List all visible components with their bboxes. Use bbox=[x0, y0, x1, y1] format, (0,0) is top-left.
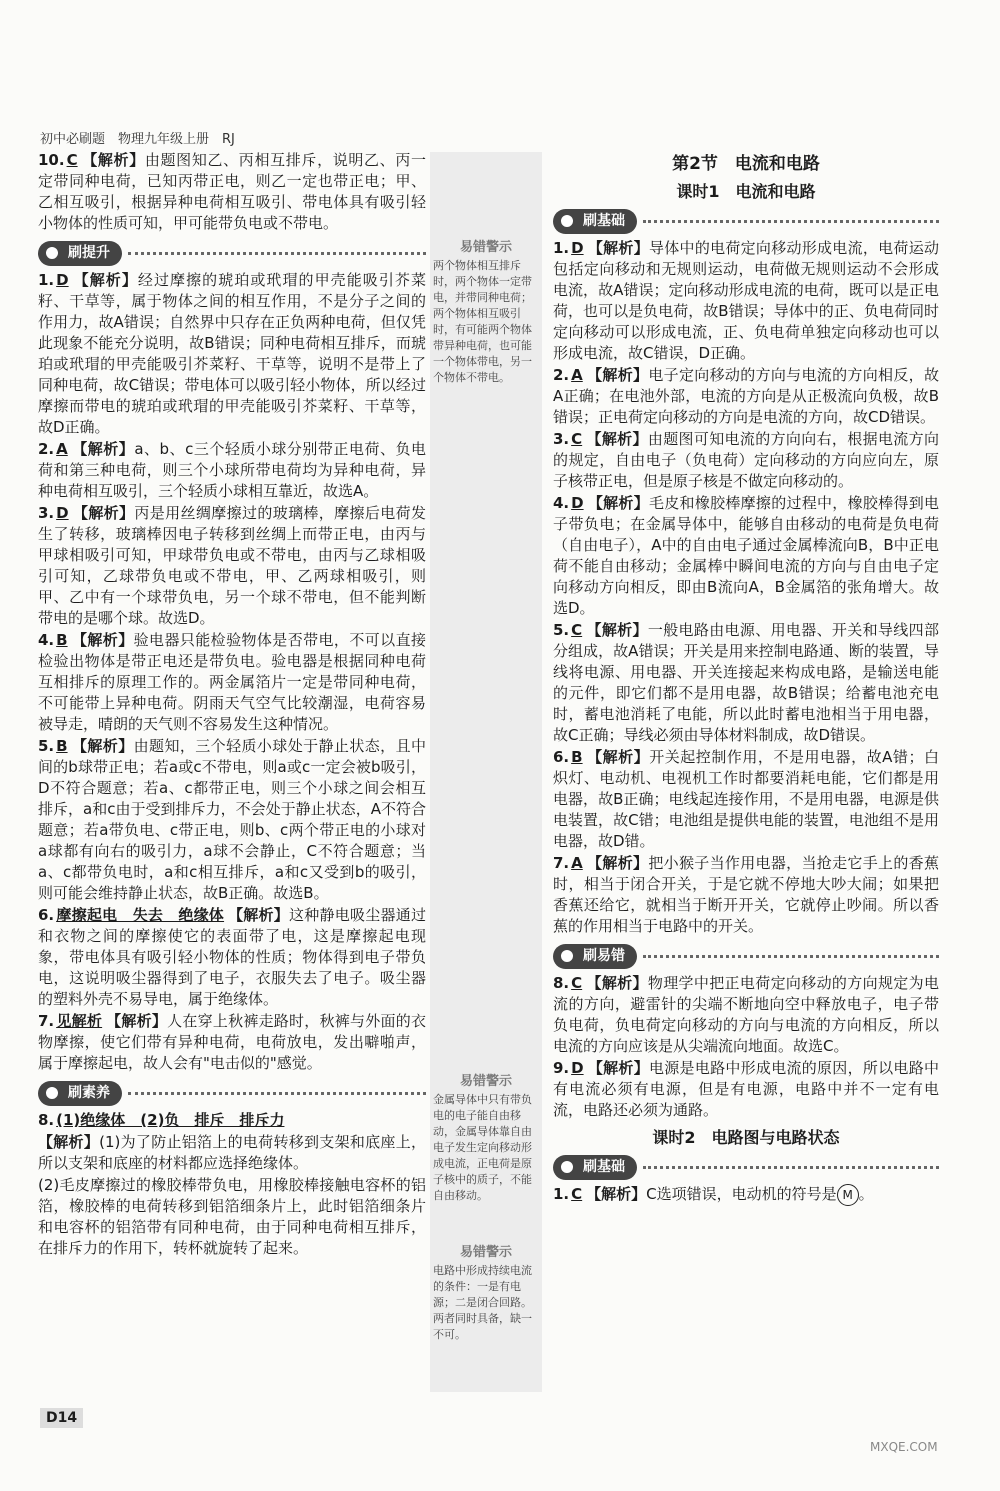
analysis-text: 物理学中把正电荷定向移动的方向规定为电流的方向，避雷针的尖端不断地向空中释放电子，电子带负电荷，负电荷定向移动的方向与电流的方向相反，所以电流的方向应该是从尖端流向地面。故选C。 bbox=[553, 974, 939, 1055]
analysis-text: 一般电路由电源、用电器、开关和导线四部分组成，故A错误；开关是用来控制电路通、断的装置，导线将电源、用电器、开关连接起来构成电路，是输送电能的元件，即它们都不是用电器，故B错误；给蓄电池充电时，蓄电池消耗了电能，所以此时蓄电池相当于用电器，故C正确；导线必须由导体材料制成，故D错误。 bbox=[553, 621, 939, 744]
analysis-text: 导体中的电荷定向移动形成电流，电荷运动包括定向移动和无规则运动，电荷做无规则运动不会形成电流，故A错误；定向移动形成电流的电荷，既可以是正电荷，也可以是负电荷，故B错误；导体中的正、负电荷同时定向移动可以形成电流，正、负电荷单独定向移动也可以形成电流，故C错误，D正确。 bbox=[553, 239, 939, 362]
question-number: 8. bbox=[553, 974, 570, 992]
analysis-text: 由题图可知电流的方向向右，根据电流方向的规定，自由电子（负电荷）定向移动的方向应向左，原子核带正电，但是原子核是不做定向移动的。 bbox=[553, 430, 939, 490]
question-number: 1. bbox=[38, 271, 55, 289]
answer-item bbox=[38, 736, 426, 904]
answer-item bbox=[38, 1175, 426, 1259]
answer-key: D bbox=[56, 504, 69, 522]
page-header: 初中必刷题 物理九年级上册 RJ bbox=[40, 132, 235, 147]
answer-item: 1. C 【解析】C选项错误，电动机的符号是 M 。 bbox=[553, 1184, 939, 1206]
answer-item bbox=[38, 270, 426, 438]
warning-box-2 bbox=[433, 1074, 539, 1204]
warning-text: 两个物体相互排斥时，两个物体一定带电，并带同种电荷；两个物体相互吸引时，有可能两个物体带异种电荷，也可能一个物体带电，另一个物体不带电。 bbox=[433, 259, 532, 384]
answer-item bbox=[553, 747, 939, 852]
answer-item bbox=[38, 1132, 426, 1174]
warning-heading: 易错警示 bbox=[459, 1074, 512, 1089]
analysis-text: 毛皮和橡胶棒摩擦的过程中，橡胶棒得到电子带负电；在金属导体中，能够自由移动的电荷是负电荷（自由电子），A中的自由电子通过金属棒流向B，B中正电荷不能自由移动；金属棒中瞬间电流的方向与自由电子定向移动方向相反，即由B流向A，B金属箔的张角增大。故选D。 bbox=[553, 494, 939, 617]
analysis-tag: 【解析】 bbox=[587, 494, 649, 512]
analysis-text: 开关起控制作用，不是用电器，故A错；白炽灯、电动机、电视机工作时都要消耗电能，它们都是用电器，故B正确；电线起连接作用，不是用电器，电源是供电装置，故C错；电池组是提供电能的装置，电池组不是用电器，故D错。 bbox=[553, 748, 939, 850]
section-title: 第2节 电流和电路 bbox=[672, 154, 820, 174]
answer-key: D bbox=[56, 271, 69, 289]
answer-key: D bbox=[571, 239, 584, 257]
analysis-text: (1)为了防止铝箔上的电荷转移到支架和底座上，所以支架和底座的材料都应选择绝缘体。 bbox=[38, 1133, 426, 1172]
question-number: 2. bbox=[38, 440, 55, 458]
analysis-tag: 【解析】 bbox=[586, 366, 649, 384]
question-number: 7. bbox=[553, 854, 570, 872]
analysis-text: 把小猴子当作用电器，当抢走它手上的香蕉时，相当于闭合开关，于是它就不停地大吵大闹；如果把香蕉还给它，就相当于断开开关，它就停止吵闹。所以香蕉的作用相当于电路中的开关。 bbox=[553, 854, 939, 935]
answer-item bbox=[553, 238, 939, 364]
question-number: 6. bbox=[553, 748, 570, 766]
answer-key: C bbox=[571, 621, 583, 639]
answer-item bbox=[553, 853, 939, 937]
answer-key: C bbox=[571, 1185, 583, 1203]
answer-item bbox=[38, 503, 426, 629]
question-number: 1. bbox=[553, 1185, 570, 1203]
answer-key: C bbox=[571, 974, 583, 992]
question-number: 1. bbox=[553, 239, 570, 257]
answer-item bbox=[38, 439, 426, 502]
answer-key: D bbox=[571, 494, 584, 512]
analysis-tag: 【解析】 bbox=[72, 271, 138, 289]
analysis-text: 人在穿上秋裤走路时，秋裤与外面的衣物摩擦，使它们带有异种电荷，电荷放电，发出噼啪声，属于摩擦起电，故人会有"电击似的"感觉。 bbox=[38, 1012, 426, 1072]
analysis-tag: 【解析】 bbox=[586, 748, 650, 766]
question-number: 3. bbox=[38, 504, 55, 522]
question-number: 4. bbox=[38, 631, 55, 649]
answer-item bbox=[38, 1011, 426, 1074]
analysis-tag: 【解析】 bbox=[586, 430, 648, 448]
analysis-text: 由题知，三个轻质小球处于静止状态，且中间的b球带正电；若a或c不带电，则a或c一定会被b吸引，D不符合题意；若a、c都带正电，则三个小球之间会相互排斥，a和c由于受到排斥力，不会处于静止状态，A不符合题意；若a带负电、c带正电，则b、c两个带正电的小球对a球都有向右的吸引力，a球不会静止，C不符合题意；当a、c都带负电时，a和c相互排斥，a和c又受到b的吸引，则可能会维持静止状态，故B正确。故选B。 bbox=[38, 737, 426, 902]
warning-box-3 bbox=[433, 1245, 539, 1343]
question-number: 4. bbox=[553, 494, 570, 512]
analysis-tag: 【解析】 bbox=[228, 906, 290, 924]
page-number: D14 bbox=[40, 1408, 83, 1428]
watermark: MXQE.COM bbox=[870, 1440, 938, 1454]
analysis-tag: 【解析】 bbox=[81, 151, 145, 169]
section-badge bbox=[553, 208, 939, 234]
analysis-tag: 【解析】 bbox=[586, 1185, 647, 1203]
analysis-text: 这种静电吸尘器通过和衣物之间的摩擦使它的表面带了电，这是摩擦起电现象，带电体具有吸引轻小物体的性质；物体得到电子带负电，这说明吸尘器得到了电子，衣服失去了电子。吸尘器的塑料外壳不易导电，属于绝缘体。 bbox=[38, 906, 426, 1008]
badge-label: 刷基础 bbox=[553, 1155, 637, 1180]
dotted-divider bbox=[128, 252, 426, 255]
analysis-text: C选项错误，电动机的符号是 bbox=[646, 1185, 837, 1203]
analysis-text: 由题图知乙、丙相互排斥，说明乙、丙一定带同种电荷，已知丙带正电，则乙一定也带正电；甲、乙相互吸引，根据异种电荷相互吸引、带电体具有吸引轻小物体的性质可知，甲可能带负电或不带电。 bbox=[38, 151, 426, 232]
answer-key: B bbox=[571, 748, 583, 766]
answer-key: B bbox=[56, 737, 68, 755]
analysis-tag: 【解析】 bbox=[72, 504, 135, 522]
analysis-text: 经过摩擦的琥珀或玳瑁的甲壳能吸引芥菜籽、干草等，属于物体之间的相互作用，不是分子之间的作用力，故A错误；自然界中只存在正负两种电荷，但仅凭此现象不能充分说明，故B错误；同种电荷相互排斥，而琥珀或玳瑁的甲壳能吸引芥菜籽、干草等，说明不是带上了同种电荷，故C错误；带电体可以吸引轻小物体，所以经过摩擦而带电的琥珀或玳瑁的甲壳能吸引芥菜籽、干草等，故D正确。 bbox=[38, 271, 426, 436]
motor-symbol-icon: M bbox=[837, 1184, 859, 1206]
answer-item bbox=[38, 150, 426, 234]
warning-text: 电路中形成持续电流的条件：一是有电源；二是闭合回路。两者同时具备，缺一不可。 bbox=[433, 1264, 532, 1341]
analysis-text: 电源是电路中形成电流的原因，所以电路中有电流必须有电源，但是有电源，电路中并不一定有电流，电路还必须为通路。 bbox=[553, 1059, 939, 1119]
analysis-tag: 【解析】 bbox=[587, 239, 649, 257]
analysis-tag: 【解析】 bbox=[586, 974, 648, 992]
answer-key: A bbox=[571, 854, 583, 872]
answer-item bbox=[553, 1058, 939, 1121]
badge-label: 刷提升 bbox=[38, 241, 122, 266]
question-number: 8. bbox=[38, 1111, 55, 1129]
analysis-text: (2)毛皮摩擦过的橡胶棒带负电，用橡胶棒接触电容杯的铝箔，橡胶棒的电荷转移到铝箔细条片上，此时铝箔细条片和电容杯的铝箔带有同种电荷，由于同种电荷相互排斥，在排斥力的作用下，转杯就旋转了起来。 bbox=[38, 1176, 426, 1257]
analysis-tag: 【解析】 bbox=[38, 1133, 100, 1151]
question-number: 10. bbox=[38, 151, 65, 169]
question-number: 9. bbox=[553, 1059, 570, 1077]
analysis-tag: 【解析】 bbox=[586, 621, 648, 639]
answer-key: C bbox=[66, 151, 78, 169]
analysis-tag: 【解析】 bbox=[71, 440, 135, 458]
question-number: 7. bbox=[38, 1012, 55, 1030]
answer-key: 见解析 bbox=[56, 1012, 103, 1030]
lesson-title: 课时2 电路图与电路状态 bbox=[652, 1128, 840, 1147]
answer-item bbox=[553, 493, 939, 619]
question-number: 2. bbox=[553, 366, 570, 384]
analysis-text: a、b、c三个轻质小球分别带正电荷、负电荷和第三种电荷，则三个小球所带电荷均为异种电荷，异种电荷相互吸引，三个轻质小球相互靠近，故选A。 bbox=[38, 440, 426, 500]
dotted-divider bbox=[643, 220, 939, 223]
answer-key: C bbox=[571, 430, 583, 448]
answer-item bbox=[553, 620, 939, 746]
analysis-text: 电子定向移动的方向与电流的方向相反，故A正确；在电池外部，电流的方向是从正极流向负极，故B错误；正电荷定向移动的方向是电流的方向，故CD错误。 bbox=[553, 366, 939, 426]
answer-key: B bbox=[56, 631, 68, 649]
warning-heading: 易错警示 bbox=[459, 240, 512, 255]
badge-label: 刷易错 bbox=[553, 944, 637, 969]
answer-item bbox=[553, 365, 939, 428]
answer-item bbox=[38, 630, 426, 735]
question-number: 5. bbox=[553, 621, 570, 639]
warning-heading: 易错警示 bbox=[459, 1245, 512, 1260]
right-column bbox=[553, 150, 939, 1207]
warning-box-1 bbox=[433, 240, 539, 386]
dotted-divider bbox=[643, 1166, 939, 1169]
answer-key: A bbox=[56, 440, 68, 458]
warning-text: 金属导体中只有带负电的电子能自由移动，金属导体靠自由电子发生定向移动形成电流，正电荷是原子核中的质子，不能自由移动。 bbox=[433, 1093, 532, 1202]
analysis-tag: 【解析】 bbox=[587, 1059, 649, 1077]
analysis-tag: 【解析】 bbox=[71, 631, 134, 649]
question-number: 5. bbox=[38, 737, 55, 755]
left-column bbox=[38, 150, 426, 1260]
question-number: 3. bbox=[553, 430, 570, 448]
answer-key: D bbox=[571, 1059, 584, 1077]
analysis-text: 丙是用丝绸摩擦过的玻璃棒，摩擦后电荷发生了转移，玻璃棒因电子转移到丝绸上而带正电，由丙与甲球相吸引可知，甲球带负电或不带电，由丙与乙球相吸引可知，乙球带负电或不带电，甲、乙两球相吸引，则甲、乙中有一个球带负电，另一个球不带电，但不能判断带电的是哪个球。故选D。 bbox=[38, 504, 426, 627]
dotted-divider bbox=[643, 955, 939, 958]
section-badge bbox=[38, 240, 426, 266]
answer-item bbox=[553, 429, 939, 492]
question-number: 6. bbox=[38, 906, 55, 924]
section-badge bbox=[38, 1080, 426, 1106]
answer-item bbox=[38, 905, 426, 1010]
badge-label: 刷素养 bbox=[38, 1081, 122, 1106]
analysis-tag: 【解析】 bbox=[106, 1012, 168, 1030]
section-badge bbox=[553, 1154, 939, 1180]
answer-key: A bbox=[571, 366, 583, 384]
analysis-tag: 【解析】 bbox=[71, 737, 134, 755]
analysis-text: 验电器只能检验物体是否带电，不可以直接检验出物体是带正电还是带负电。验电器是根据同种电荷互相排斥的原理工作的。两金属箔片一定是带同种电荷，不可能带上异种电荷。阴雨天气空气比较潮湿，电荷容易被导走，晴朗的天气则不容易发生这种情况。 bbox=[38, 631, 426, 733]
answer-item bbox=[38, 1110, 426, 1131]
dotted-divider bbox=[128, 1092, 426, 1095]
answer-key: 摩擦起电 失去 绝缘体 bbox=[56, 906, 225, 924]
lesson-title: 课时1 电流和电路 bbox=[676, 182, 816, 201]
section-badge bbox=[553, 943, 939, 969]
answer-key: (1)绝缘体 (2)负 排斥 排斥力 bbox=[56, 1111, 285, 1129]
answer-item bbox=[553, 973, 939, 1057]
badge-label: 刷基础 bbox=[553, 209, 637, 234]
analysis-tag: 【解析】 bbox=[586, 854, 649, 872]
